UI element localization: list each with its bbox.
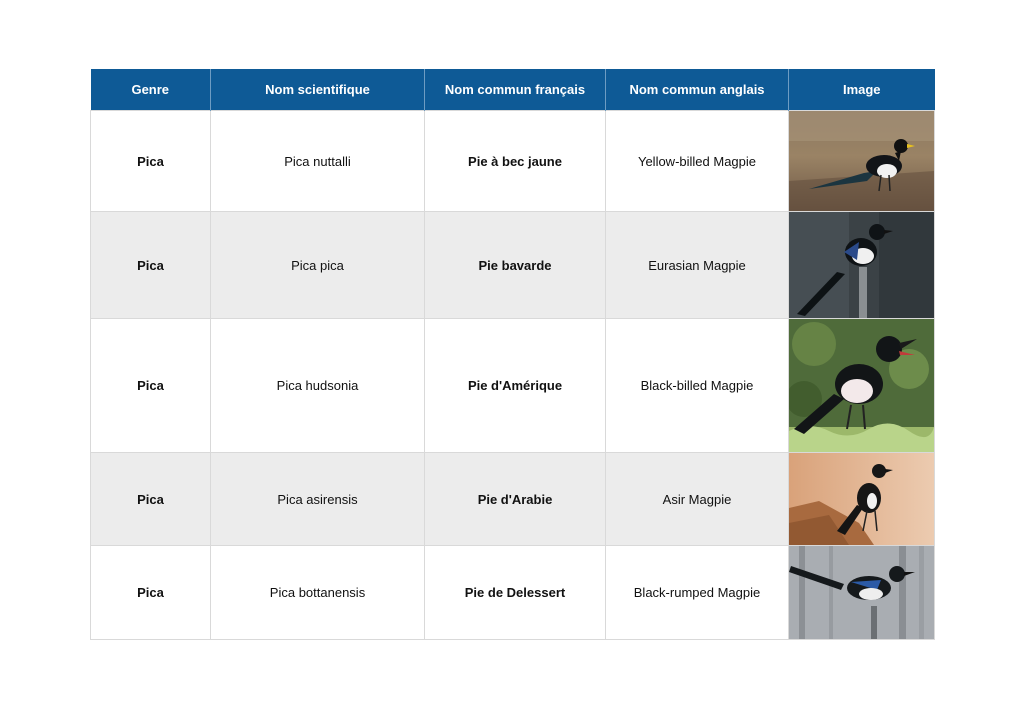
header-genre: Genre	[91, 69, 211, 111]
cell-scientific-name: Pica hudsonia	[211, 319, 425, 453]
header-french-name: Nom commun français	[425, 69, 606, 111]
cell-english-name: Yellow-billed Magpie	[606, 111, 789, 212]
table-header-row	[91, 69, 935, 111]
cell-french-name: Pie à bec jaune	[425, 111, 606, 212]
cell-genre: Pica	[91, 546, 211, 640]
black-billed-magpie-photo	[789, 319, 934, 452]
table-row	[91, 453, 935, 546]
cell-english-name: Black-billed Magpie	[606, 319, 789, 453]
table-row	[91, 212, 935, 319]
asir-magpie-photo	[789, 453, 934, 545]
header-image: Image	[789, 69, 935, 111]
cell-scientific-name: Pica bottanensis	[211, 546, 425, 640]
cell-genre: Pica	[91, 319, 211, 453]
cell-english-name: Asir Magpie	[606, 453, 789, 546]
cell-genre: Pica	[91, 453, 211, 546]
cell-french-name: Pie d'Arabie	[425, 453, 606, 546]
cell-genre: Pica	[91, 212, 211, 319]
cell-image	[789, 212, 935, 319]
eurasian-magpie-photo	[789, 212, 934, 318]
cell-french-name: Pie de Delessert	[425, 546, 606, 640]
cell-french-name: Pie d'Amérique	[425, 319, 606, 453]
black-rumped-magpie-photo	[789, 546, 934, 639]
magpie-species-table	[90, 69, 935, 640]
table-row	[91, 111, 935, 212]
cell-english-name: Black-rumped Magpie	[606, 546, 789, 640]
header-english-name: Nom commun anglais	[606, 69, 789, 111]
cell-image	[789, 319, 935, 453]
cell-french-name: Pie bavarde	[425, 212, 606, 319]
cell-scientific-name: Pica pica	[211, 212, 425, 319]
cell-english-name: Eurasian Magpie	[606, 212, 789, 319]
table-row	[91, 319, 935, 453]
cell-image	[789, 546, 935, 640]
header-scientific-name: Nom scientifique	[211, 69, 425, 111]
cell-scientific-name: Pica nuttalli	[211, 111, 425, 212]
cell-image	[789, 453, 935, 546]
table-row	[91, 546, 935, 640]
cell-genre: Pica	[91, 111, 211, 212]
cell-image	[789, 111, 935, 212]
cell-scientific-name: Pica asirensis	[211, 453, 425, 546]
yellow-billed-magpie-photo	[789, 111, 934, 211]
